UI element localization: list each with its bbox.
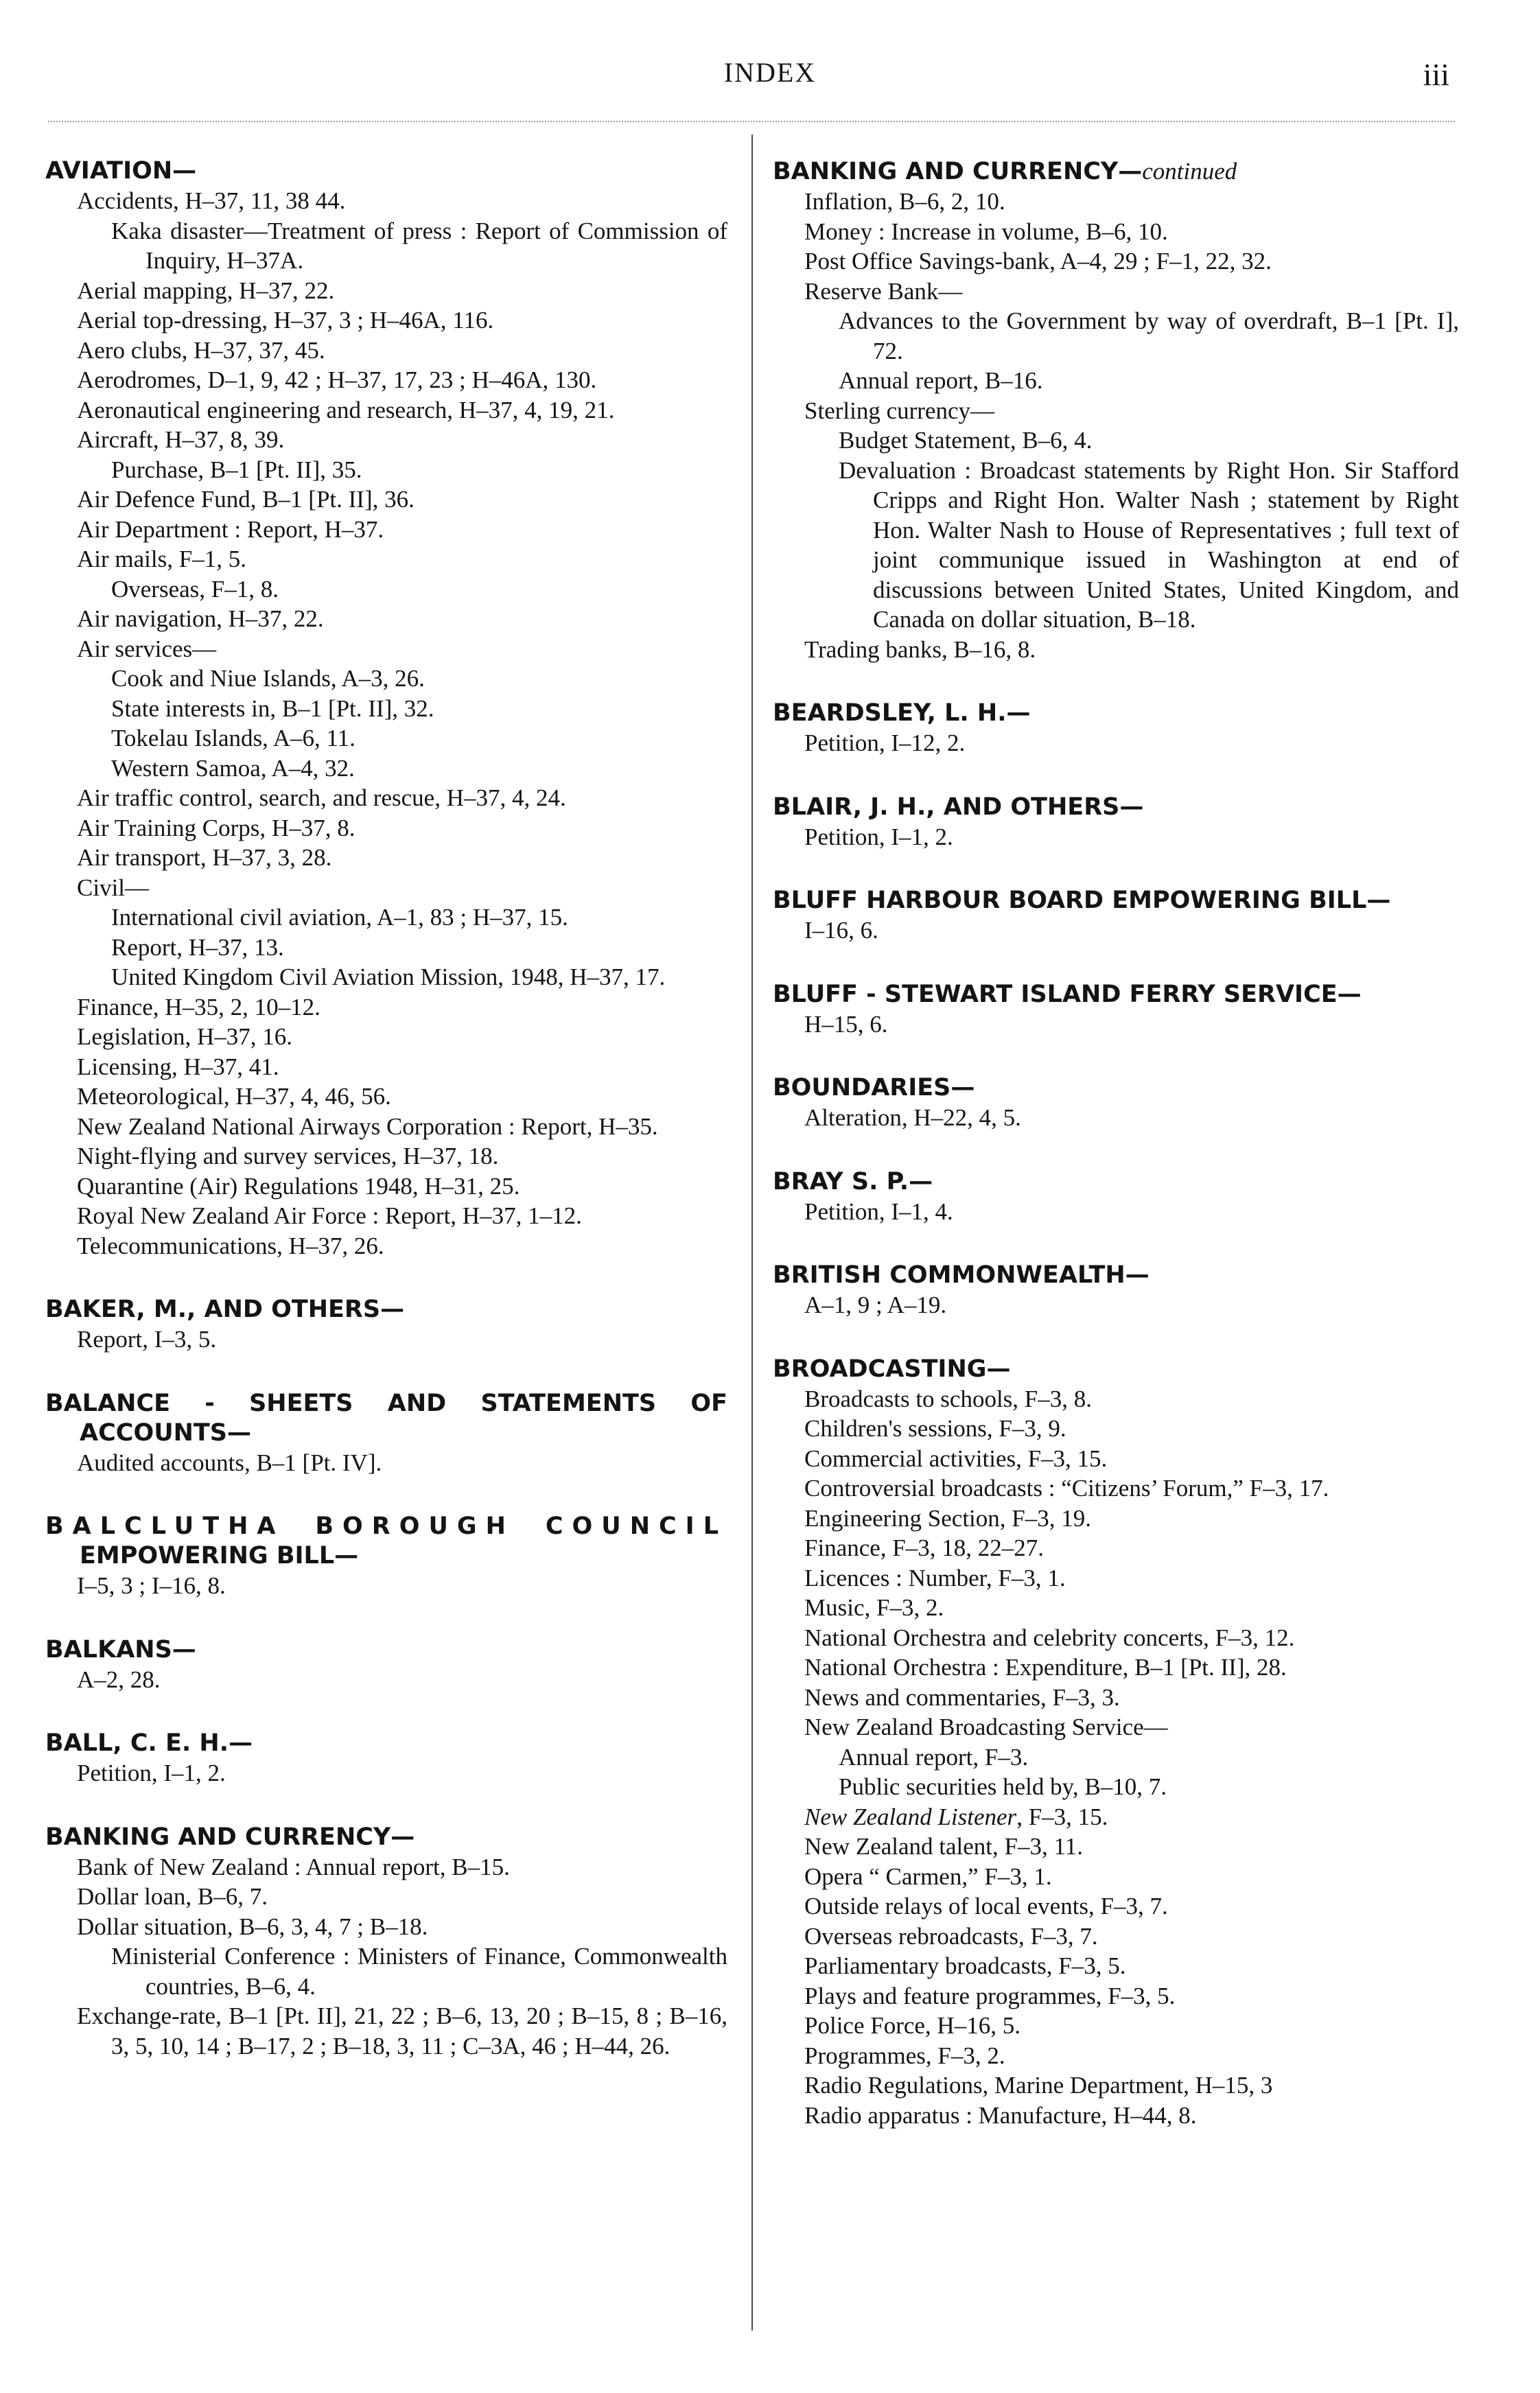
index-entry: Police Force, H–16, 5. <box>804 2012 1020 2039</box>
header-rule <box>48 121 1455 122</box>
index-entry: National Orchestra : Expenditure, B–1 [Pt. II], 28. <box>804 1654 1287 1681</box>
index-entry: State interests in, B–1 [Pt. II], 32. <box>111 694 434 722</box>
index-section-balance-sheets-and-statements-of-account <box>45 1389 727 1478</box>
column-divider <box>751 135 753 2331</box>
index-entry: New Zealand talent, F–3, 11. <box>804 1833 1083 1860</box>
index-entry: Telecommunications, H–37, 26. <box>77 1232 384 1259</box>
index-entry: Commercial activities, F–3, 15. <box>804 1445 1108 1472</box>
index-entry: New Zealand Broadcasting Service— <box>804 1714 1168 1740</box>
index-entry: Sterling currency— <box>804 397 994 424</box>
index-entry: Radio apparatus : Manufacture, H–44, 8. <box>804 2101 1197 2129</box>
section-heading: BALKANS— <box>45 1635 196 1664</box>
section-heading: BANKING AND CURRENCY— <box>45 1823 415 1851</box>
index-entry: Licences : Number, F–3, 1. <box>804 1564 1066 1591</box>
index-entry: Night-flying and survey services, H–37, 18. <box>77 1143 499 1169</box>
index-entry: Money : Increase in volume, B–6, 10. <box>804 218 1168 245</box>
index-entry: Tokelau Islands, A–6, 11. <box>111 725 355 751</box>
page-number: iii <box>1423 57 1449 92</box>
index-entry: Petition, I–12, 2. <box>804 729 966 756</box>
index-entry: Outside relays of local events, F–3, 7. <box>804 1893 1168 1919</box>
index-section-baker-m-and-others <box>45 1295 727 1355</box>
index-entry: News and commentaries, F–3, 3. <box>804 1683 1120 1711</box>
section-heading: BEARDSLEY, L. H.— <box>773 699 1031 727</box>
index-entry: Overseas, F–1, 8. <box>111 575 279 603</box>
index-entry: Inflation, B–6, 2, 10. <box>804 188 1005 215</box>
index-entry: Devaluation : Broadcast statements by Right Hon. Sir Stafford Cripps and Right Hon. Walter Nash ; statement by Right Hon. Walter Nash to House of Representatives ; full text of joint communique issued in Washington at end of discussions between United States, United Kingdom, and Canada on dollar situation, B–18. <box>839 456 1459 633</box>
index-entry: Annual report, F–3. <box>839 1743 1029 1771</box>
section-heading: BROADCASTING— <box>773 1355 1011 1383</box>
index-section-blair-j-h-and-others <box>773 793 1459 852</box>
index-entry: Aerial top-dressing, H–37, 3 ; H–46A, 116. <box>77 307 494 334</box>
index-entry: A–1, 9 ; A–19. <box>804 1292 947 1318</box>
index-entry: Audited accounts, B–1 [Pt. IV]. <box>77 1449 382 1476</box>
index-entry: Air navigation, H–37, 22. <box>77 605 324 632</box>
index-entry: Programmes, F–3, 2. <box>804 2042 1005 2069</box>
page-title: INDEX <box>723 57 817 88</box>
index-entry: Quarantine (Air) Regulations 1948, H–31, 25. <box>77 1172 520 1200</box>
index-entry: Petition, I–1, 4. <box>804 1198 953 1225</box>
index-entry: Bank of New Zealand : Annual report, B–15. <box>77 1853 510 1880</box>
section-heading: BRAY S. P.— <box>773 1167 933 1195</box>
index-entry: Advances to the Government by way of overdraft, B–1 [Pt. I], 72. <box>839 307 1459 364</box>
index-entry: Air mails, F–1, 5. <box>77 546 246 572</box>
index-entry: Legislation, H–37, 16. <box>77 1023 292 1050</box>
index-entry: Opera “ Carmen,” F–3, 1. <box>804 1863 1052 1890</box>
index-section-aviation <box>45 156 727 1261</box>
section-heading: BALANCE - SHEETS AND STATEMENTS OF ACCOUNTS— <box>45 1389 727 1447</box>
index-section-british-commonwealth <box>773 1261 1459 1320</box>
index-entry: Post Office Savings-bank, A–4, 29 ; F–1, 22, 32. <box>804 248 1272 275</box>
section-heading: BLUFF HARBOUR BOARD EMPOWERING BILL— <box>773 887 1391 914</box>
left-column <box>45 156 727 2095</box>
index-entry: Radio Regulations, Marine Department, H–15, 3 <box>804 2072 1273 2099</box>
index-section-balclutha-borough-council-empowering-bil <box>45 1512 727 1601</box>
index-entry: Cook and Niue Islands, A–3, 26. <box>111 665 425 692</box>
index-section-balkans <box>45 1635 727 1695</box>
section-heading: BANKING AND CURRENCY—continued <box>773 158 1237 185</box>
index-entry: Royal New Zealand Air Force : Report, H–37, 1–12. <box>77 1202 582 1229</box>
section-heading: BRITISH COMMONWEALTH— <box>773 1261 1150 1289</box>
index-entry: Report, H–37, 13. <box>111 933 284 961</box>
index-entry: National Orchestra and celebrity concerts, F–3, 12. <box>804 1624 1295 1651</box>
index-entry: Ministerial Conference : Ministers of Finance, Commonwealth countries, B–6, 4. <box>111 1943 727 2000</box>
index-entry: Dollar loan, B–6, 7. <box>77 1883 268 1910</box>
index-entry: Western Samoa, A–4, 32. <box>111 754 355 782</box>
section-heading: BALL, C. E. H.— <box>45 1729 253 1757</box>
index-section-beardsley-l-h <box>773 699 1459 758</box>
index-entry: Air Defence Fund, B–1 [Pt. II], 36. <box>77 486 415 513</box>
index-entry: Exchange-rate, B–1 [Pt. II], 21, 22 ; B–6, 13, 20 ; B–15, 8 ; B–16, 3, 5, 10, 14 ; B–17, 2 ; B–18, 3, 11 ; C–3A, 46 ; H–44, 26. <box>77 2003 727 2059</box>
index-entry: Children's sessions, F–3, 9. <box>804 1415 1066 1442</box>
index-entry: Finance, F–3, 18, 22–27. <box>804 1534 1045 1561</box>
section-heading: AVIATION— <box>45 157 197 185</box>
index-entry: Petition, I–1, 2. <box>804 823 953 850</box>
index-entry: Annual report, B–16. <box>839 367 1043 394</box>
index-section-bray-s-p <box>773 1167 1459 1227</box>
index-section-broadcasting <box>773 1355 1459 2131</box>
section-heading: BLUFF - STEWART ISLAND FERRY SERVICE— <box>773 980 1362 1008</box>
index-entry: Aero clubs, H–37, 37, 45. <box>77 336 325 364</box>
index-entry: Controversial broadcasts : “Citizens’ Forum,” F–3, 17. <box>804 1475 1329 1502</box>
index-entry: Aerodromes, D–1, 9, 42 ; H–37, 17, 23 ; H–46A, 130. <box>77 366 597 393</box>
index-entry: Kaka disaster—Treatment of press : Report of Commission of Inquiry, H–37A. <box>111 217 727 274</box>
right-column <box>773 156 1459 2164</box>
index-entry: New Zealand National Airways Corporation : Report, H–35. <box>77 1112 658 1140</box>
index-section-boundaries <box>773 1073 1459 1133</box>
index-entry: Petition, I–1, 2. <box>77 1760 226 1786</box>
index-entry: Trading banks, B–16, 8. <box>804 635 1036 663</box>
index-entry: International civil aviation, A–1, 83 ; H–37, 15. <box>111 904 568 931</box>
index-entry: Reserve Bank— <box>804 277 963 305</box>
index-entry: I–16, 6. <box>804 917 878 944</box>
section-heading: BOUNDARIES— <box>773 1074 975 1101</box>
index-entry: Air traffic control, search, and rescue, H–37, 4, 24. <box>77 784 566 811</box>
index-entry: Engineering Section, F–3, 19. <box>804 1504 1092 1532</box>
index-entry: Meteorological, H–37, 4, 46, 56. <box>77 1083 391 1110</box>
index-entry: Licensing, H–37, 41. <box>77 1053 279 1080</box>
section-heading: BLAIR, J. H., AND OTHERS— <box>773 793 1144 821</box>
index-section-ball-c-e-h <box>45 1729 727 1788</box>
index-entry: United Kingdom Civil Aviation Mission, 1948, H–37, 17. <box>111 964 666 990</box>
index-entry: Air Training Corps, H–37, 8. <box>77 814 355 841</box>
index-section-banking-and-currency <box>773 156 1459 664</box>
index-entry: Aeronautical engineering and research, H–37, 4, 19, 21. <box>77 396 615 423</box>
index-entry: Finance, H–35, 2, 10–12. <box>77 993 320 1020</box>
index-entry: I–5, 3 ; I–16, 8. <box>77 1572 226 1599</box>
index-entry: Air transport, H–37, 3, 28. <box>77 844 332 871</box>
index-entry: Air Department : Report, H–37. <box>77 515 384 543</box>
index-entry: Aerial mapping, H–37, 22. <box>77 277 335 304</box>
section-heading: BALCLUTHA BOROUGH COUNCIL EMPOWERING BILL— <box>45 1513 727 1569</box>
index-entry: Report, I–3, 5. <box>77 1326 217 1353</box>
index-entry: Overseas rebroadcasts, F–3, 7. <box>804 1922 1098 1950</box>
index-entry: H–15, 6. <box>804 1010 888 1038</box>
index-entry: Civil— <box>77 874 150 901</box>
index-entry: Plays and feature programmes, F–3, 5. <box>804 1982 1176 2009</box>
index-entry: Parliamentary broadcasts, F–3, 5. <box>804 1952 1126 1979</box>
index-entry: Dollar situation, B–6, 3, 4, 7 ; B–18. <box>77 1913 428 1940</box>
index-section-bluff-harbour-board-empowering-bill <box>773 886 1459 946</box>
index-entry: Accidents, H–37, 11, 38 44. <box>77 187 346 214</box>
index-entry: Broadcasts to schools, F–3, 8. <box>804 1385 1093 1412</box>
index-entry: Budget Statement, B–6, 4. <box>839 427 1093 454</box>
index-entry: Aircraft, H–37, 8, 39. <box>77 426 285 453</box>
index-entry: Purchase, B–1 [Pt. II], 35. <box>111 456 362 483</box>
index-entry: Music, F–3, 2. <box>804 1594 944 1621</box>
index-entry: Alteration, H–22, 4, 5. <box>804 1104 1021 1131</box>
index-section-banking-and-currency <box>45 1823 727 2062</box>
index-entry: Public securities held by, B–10, 7. <box>839 1773 1167 1800</box>
index-section-bluff-stewart-island-ferry-service <box>773 980 1459 1040</box>
index-entry: A–2, 28. <box>77 1666 161 1693</box>
index-entry: New Zealand Listener, F–3, 15. <box>804 1803 1108 1830</box>
page-header <box>0 56 1540 104</box>
index-entry: Air services— <box>77 635 217 662</box>
section-heading: BAKER, M., AND OTHERS— <box>45 1296 405 1323</box>
